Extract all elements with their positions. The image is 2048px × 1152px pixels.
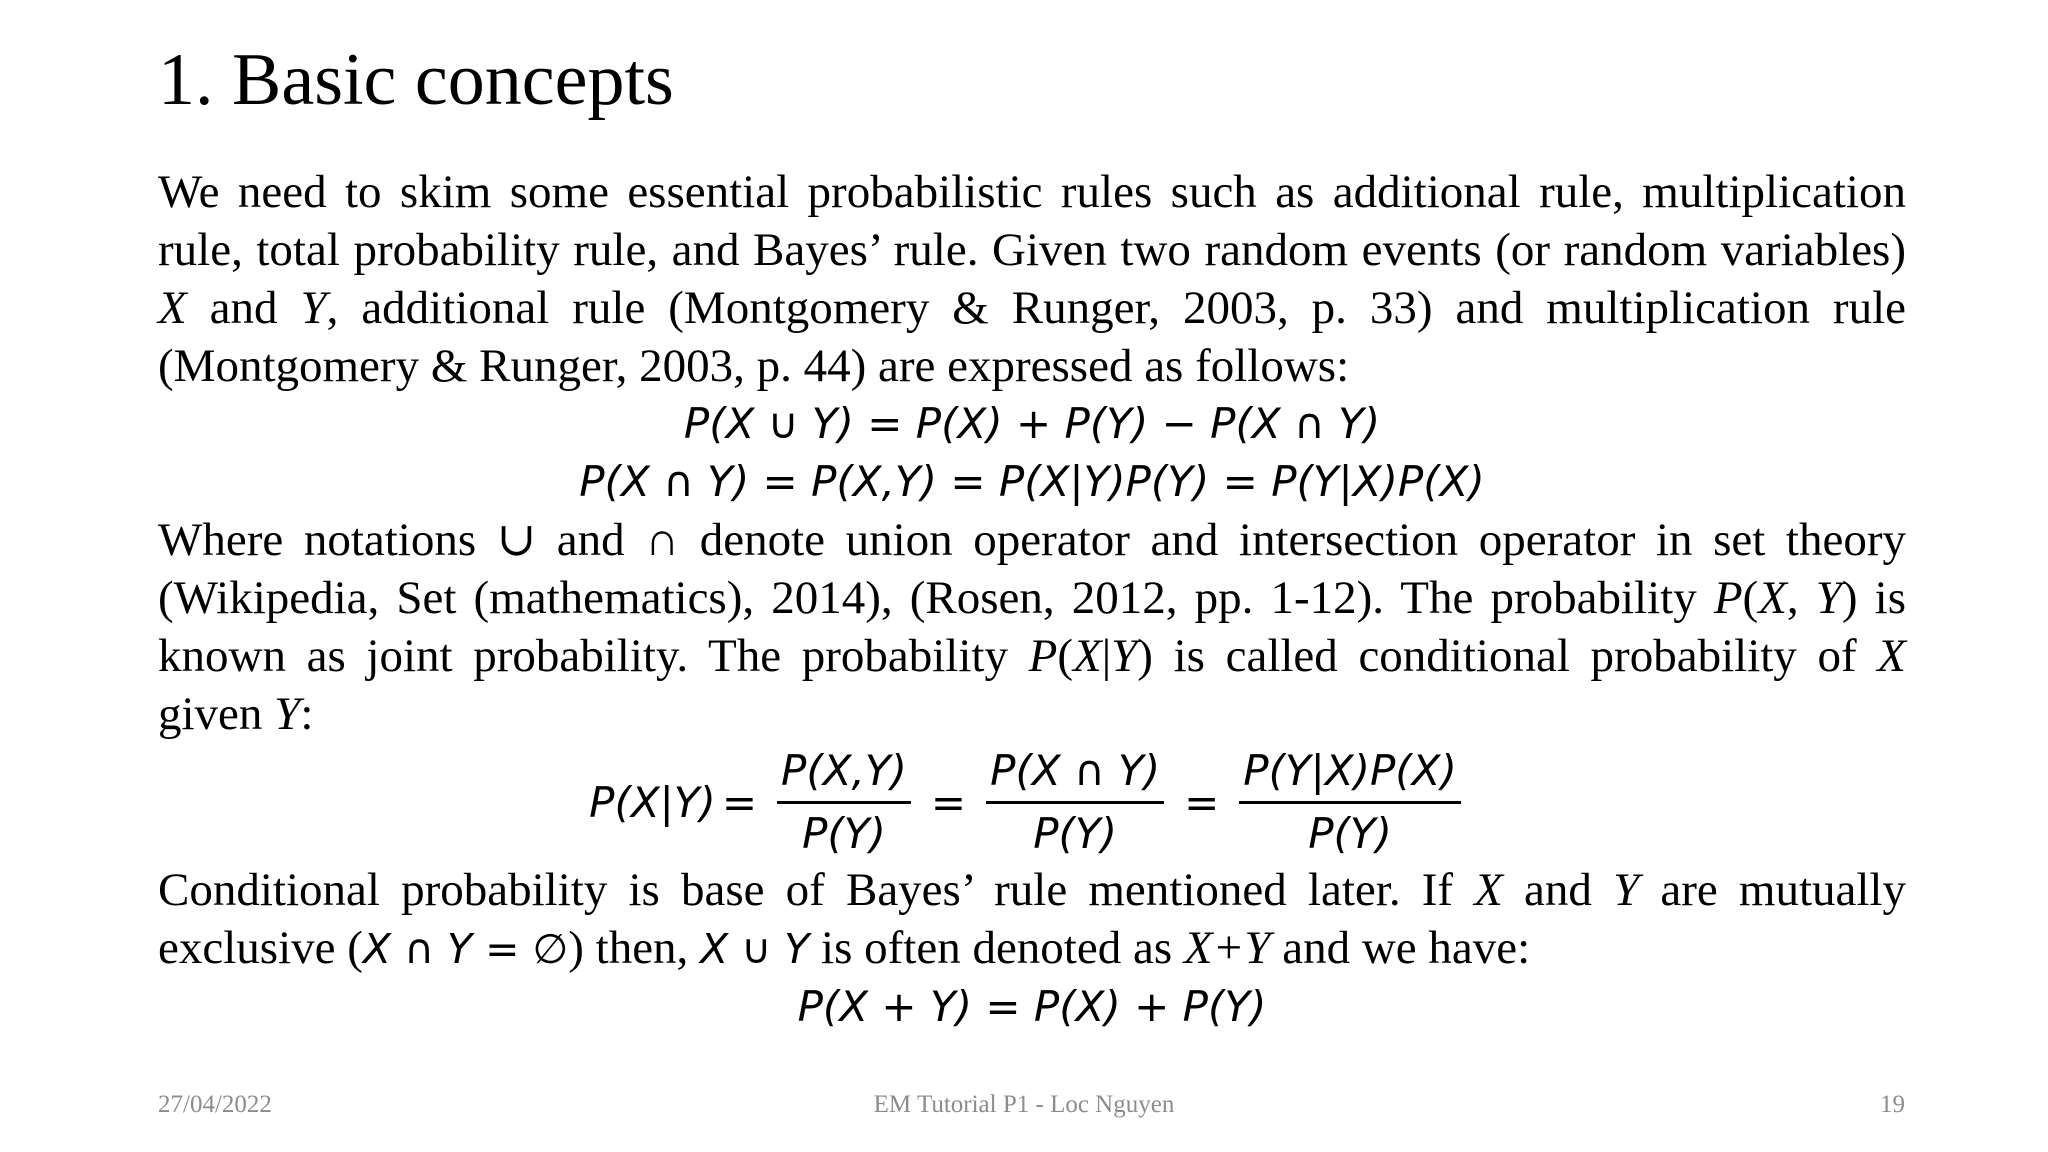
var-x: X <box>1758 572 1787 624</box>
text: and <box>1502 864 1614 916</box>
equation-conditional-probability <box>158 743 1906 861</box>
slide-content <box>158 163 1906 1036</box>
var-y: Y <box>1111 630 1138 682</box>
var-y: Y <box>1815 572 1842 624</box>
var-y: Y <box>300 282 327 334</box>
var-y: Y <box>274 688 301 740</box>
var-p: P <box>1028 630 1058 682</box>
text: ) is known as joint probability. The probability <box>158 572 1907 682</box>
equals-sign: = <box>930 777 967 827</box>
fraction-denominator: P(Y) <box>1308 808 1392 858</box>
paragraph-intro <box>158 163 1906 395</box>
text: ) is called conditional probability of <box>1137 630 1878 682</box>
footer-title: EM Tutorial P1 - Loc Nguyen <box>873 1091 1175 1118</box>
fraction-3 <box>1239 745 1461 860</box>
fraction-numerator: P(X ∩ Y) <box>990 745 1161 795</box>
var-x-plus-y: X+Y <box>1183 922 1271 974</box>
paragraph-mutually-exclusive <box>158 861 1906 978</box>
var-x: X <box>158 282 187 334</box>
fraction-denominator: P(Y) <box>802 808 886 858</box>
fraction-denominator: P(Y) <box>1033 808 1117 858</box>
text: We need to skim some essential probabilistic rules such as additional rule, multiplication rule, total probability rule, and Bayes’ rule. Given two random events (or random variables) <box>158 166 1906 276</box>
text: Where notations ∪ and ∩ denote union operator and intersection operator in set theory (Wikipedia, Set (mathematics), 2014), (Rosen, 2012, pp. 1-12). The probability <box>158 514 1906 624</box>
paragraph-notations <box>158 511 1906 743</box>
var-x: X <box>1073 630 1102 682</box>
text: is often denoted as <box>809 922 1184 974</box>
text: , <box>1786 572 1816 624</box>
fraction-numerator: P(X,Y) <box>781 745 907 795</box>
equation-additional-rule: P(X ∪ Y) = P(X) + P(Y) − P(X ∩ Y) <box>683 399 1381 448</box>
text: ( <box>1057 630 1073 682</box>
text: given <box>158 688 275 740</box>
text: ) then, <box>568 922 701 974</box>
slide-title: 1. Basic concepts <box>158 39 674 121</box>
fraction-numerator: P(Y|X)P(X) <box>1243 745 1457 795</box>
var-x: X <box>1474 864 1503 916</box>
text: | <box>1101 630 1112 682</box>
fraction-2 <box>986 745 1164 860</box>
var-p: P <box>1713 572 1743 624</box>
var-x: X <box>1877 630 1906 682</box>
fraction-1 <box>777 745 911 860</box>
text: Conditional probability is base of Bayes’ rule mentioned later. If <box>158 864 1475 916</box>
text: , additional rule (Montgomery & Runger, 2003, p. 33) and multiplication rule (Montgomery & Runger, 2003, p. 44) are expressed as follows: <box>158 282 1906 392</box>
equation-multiplication-rule: P(X ∩ Y) = P(X,Y) = P(X|Y)P(Y) = P(Y|X)P(X) <box>579 457 1485 506</box>
text: are mutually exclusive ( <box>158 864 1906 974</box>
equation-sum-rule: P(X + Y) = P(X) + P(Y) <box>797 982 1267 1031</box>
text: and we have: <box>1270 922 1531 974</box>
inline-math: X ∩ Y = ∅ <box>362 925 569 973</box>
page-number: 19 <box>1880 1091 1905 1118</box>
eq-lhs: P(X|Y) <box>589 777 716 827</box>
inline-math: X ∪ Y <box>700 925 810 973</box>
text: ( <box>1742 572 1759 624</box>
footer-date: 27/04/2022 <box>158 1091 272 1118</box>
equals-sign: = <box>1184 777 1220 827</box>
text: and <box>186 282 301 334</box>
equals-sign: = <box>721 777 758 827</box>
text: : <box>300 688 314 740</box>
var-y: Y <box>1613 864 1640 916</box>
